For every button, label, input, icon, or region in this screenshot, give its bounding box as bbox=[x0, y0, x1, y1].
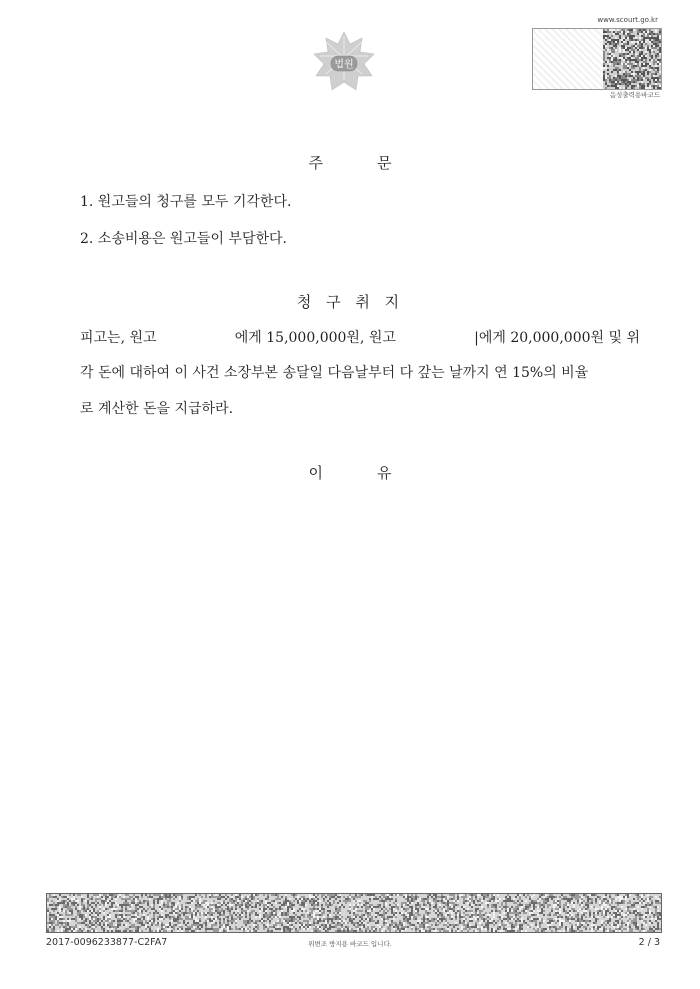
order-heading-char-2: 문 bbox=[377, 154, 392, 172]
court-seal-logo bbox=[312, 30, 376, 100]
claim-line-1-part-c: |에게 20,000,000원 및 위 bbox=[474, 330, 640, 346]
barcode-note: 위변조 방지용 바코드 입니다. bbox=[308, 940, 392, 948]
court-seal-text: 법원 bbox=[334, 59, 354, 71]
document-id: 2017-0096233877-C2FA7 bbox=[46, 937, 168, 948]
claim-line-1-part-b: 에게 15,000,000원, 원고 bbox=[234, 330, 396, 346]
order-item-2: 2. 소송비용은 원고들이 부담한다. bbox=[80, 231, 287, 247]
anti-forgery-barcode bbox=[46, 893, 662, 933]
claim-line-3: 로 계산한 돈을 지급하라. bbox=[80, 401, 234, 417]
claim-line-1-part-a: 피고는, 원고 bbox=[80, 330, 157, 346]
order-heading-char-1: 주 bbox=[308, 154, 323, 172]
page-number: 2 / 3 bbox=[638, 937, 660, 948]
order-heading bbox=[0, 152, 700, 173]
voice-output-barcode bbox=[532, 28, 662, 90]
reason-heading-char-2: 유 bbox=[377, 464, 392, 482]
reason-heading bbox=[0, 462, 700, 483]
claim-heading: 청 구 취 지 bbox=[296, 293, 404, 311]
barcode-caption: 음성출력용바코드 bbox=[609, 91, 660, 99]
claim-line-1 bbox=[80, 327, 640, 347]
claim-line-2: 각 돈에 대하여 이 사건 소장부본 송달일 다음날부터 다 갚는 날까지 연 15%의 비율 bbox=[80, 365, 589, 381]
court-url: www.scourt.go.kr bbox=[597, 16, 658, 24]
qr-code-icon bbox=[603, 29, 661, 89]
order-item-1: 1. 원고들의 청구를 모두 기각한다. bbox=[80, 194, 292, 210]
barcode-noise-icon bbox=[47, 894, 661, 932]
reason-heading-char-1: 이 bbox=[308, 464, 323, 482]
